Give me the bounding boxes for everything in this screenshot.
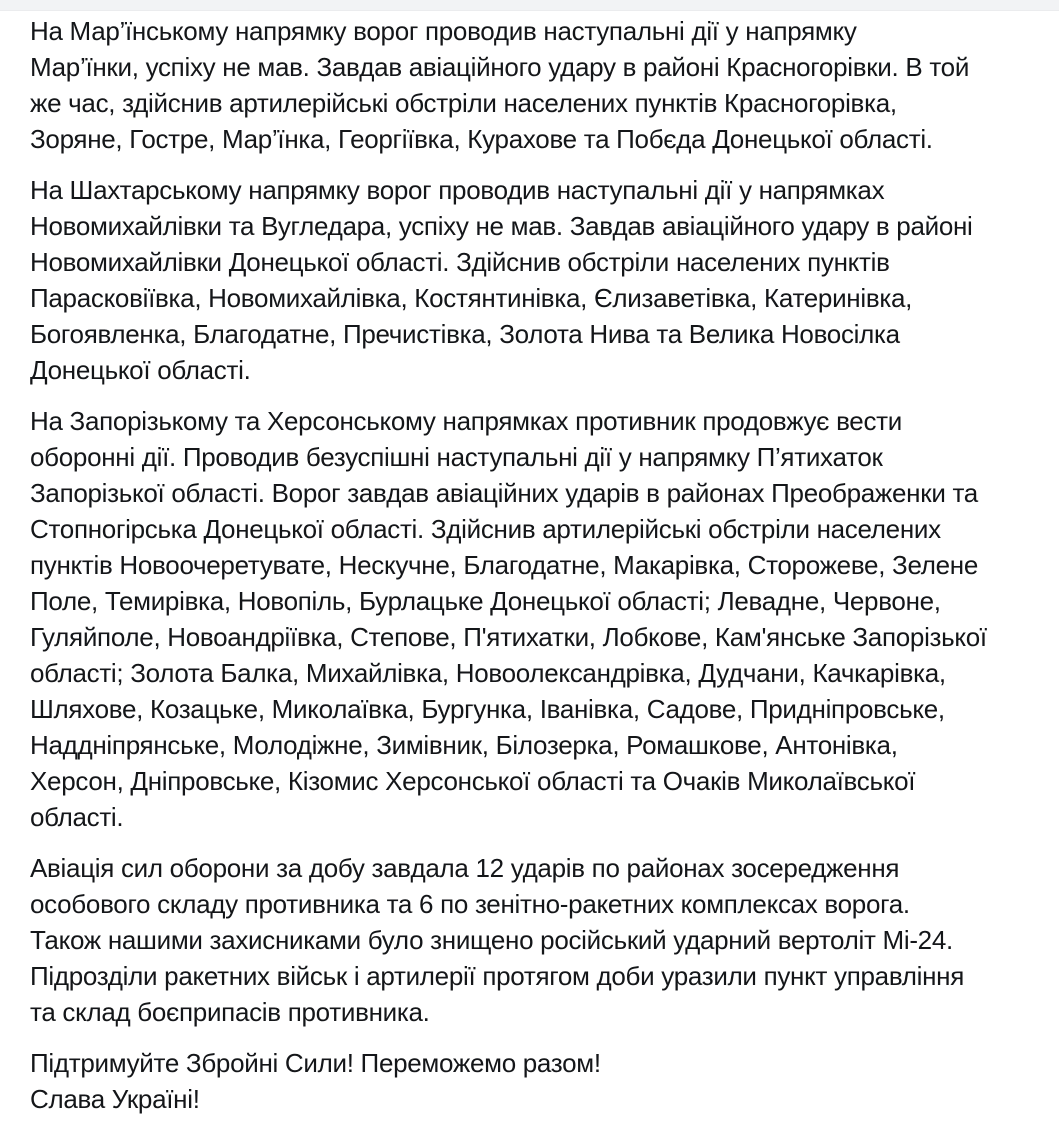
text-line: Підтримуйте Збройні Сили! Переможемо разом!	[30, 1048, 601, 1078]
post-text-body	[0, 11, 1059, 1127]
text-line: Новомихайлівки Донецької області. Здійснив обстріли населених пунктів	[30, 247, 890, 277]
text-line: Авіація сил оборони за добу завдала 12 ударів по районах зосередження	[30, 853, 900, 883]
text-line: Шляхове, Козацьке, Миколаївка, Бургунка, Іванівка, Садове, Придніпровське,	[30, 694, 945, 724]
text-line: Також нашими захисниками було знищено російський ударний вертоліт Мі-24.	[30, 925, 953, 955]
text-line: Підрозділи ракетних військ і артилерії протягом доби уразили пункт управління	[30, 961, 964, 991]
text-line: Гуляйполе, Новоандріївка, Степове, П'ятихатки, Лобкове, Кам'янське Запорізької	[30, 622, 987, 652]
paragraph-zaporizhzhia-kherson-direction	[30, 403, 1047, 835]
text-line: Зоряне, Гостре, Мар’їнка, Георгіївка, Курахове та Побєда Донецької області.	[30, 124, 933, 154]
paragraph-aviation-strikes	[30, 850, 1047, 1030]
paragraph-shakhtarske-direction	[30, 172, 1047, 388]
text-line: Богоявленка, Благодатне, Пречистівка, Золота Нива та Велика Новосілка	[30, 319, 900, 349]
text-line: Наддніпрянське, Молодіжне, Зимівник, Білозерка, Ромашкове, Антонівка,	[30, 730, 898, 760]
text-line: Стопногірська Донецької області. Здійснив артилерійські обстріли населених	[30, 514, 941, 544]
text-line: та склад боєприпасів противника.	[30, 997, 430, 1027]
text-line: Мар’їнки, успіху не мав. Завдав авіаційного удару в районі Красногорівки. В той	[30, 52, 970, 82]
text-line: Поле, Темирівка, Новопіль, Бурлацьке Донецької області; Левадне, Червоне,	[30, 586, 941, 616]
previous-card-edge	[0, 0, 1059, 11]
paragraph-maryinka-direction	[30, 13, 1047, 157]
text-line: На Запорізькому та Херсонському напрямках противник продовжує вести	[30, 406, 902, 436]
text-line: На Шахтарському напрямку ворог проводив наступальні дії у напрямках	[30, 175, 885, 205]
text-line: Слава Україні!	[30, 1084, 200, 1114]
text-line: оборонні дії. Проводив безуспішні наступальні дії у напрямку П’ятихаток	[30, 442, 883, 472]
text-line: Парасковіївка, Новомихайлівка, Костянтинівка, Єлизаветівка, Катеринівка,	[30, 283, 913, 313]
text-line: Запорізької області. Ворог завдав авіаційних ударів в районах Преображенки та	[30, 478, 978, 508]
text-line: області; Золота Балка, Михайлівка, Новоолександрівка, Дудчани, Качкарівка,	[30, 658, 946, 688]
text-line: Новомихайлівки та Вугледара, успіху не мав. Завдав авіаційного удару в районі	[30, 211, 973, 241]
paragraph-closing-slogan	[30, 1045, 1047, 1117]
text-line: особового складу противника та 6 по зенітно-ракетних комплексах ворога.	[30, 889, 910, 919]
text-line: пунктів Новоочеретувате, Нескучне, Благодатне, Макарівка, Сторожеве, Зелене	[30, 550, 979, 580]
text-line: же час, здійснив артилерійські обстріли населених пунктів Красногорівка,	[30, 88, 897, 118]
text-line: Херсон, Дніпровське, Кізомис Херсонської області та Очаків Миколаївської	[30, 766, 916, 796]
text-line: На Мар’їнському напрямку ворог проводив наступальні дії у напрямку	[30, 16, 857, 46]
text-line: області.	[30, 802, 124, 832]
text-line: Донецької області.	[30, 355, 251, 385]
